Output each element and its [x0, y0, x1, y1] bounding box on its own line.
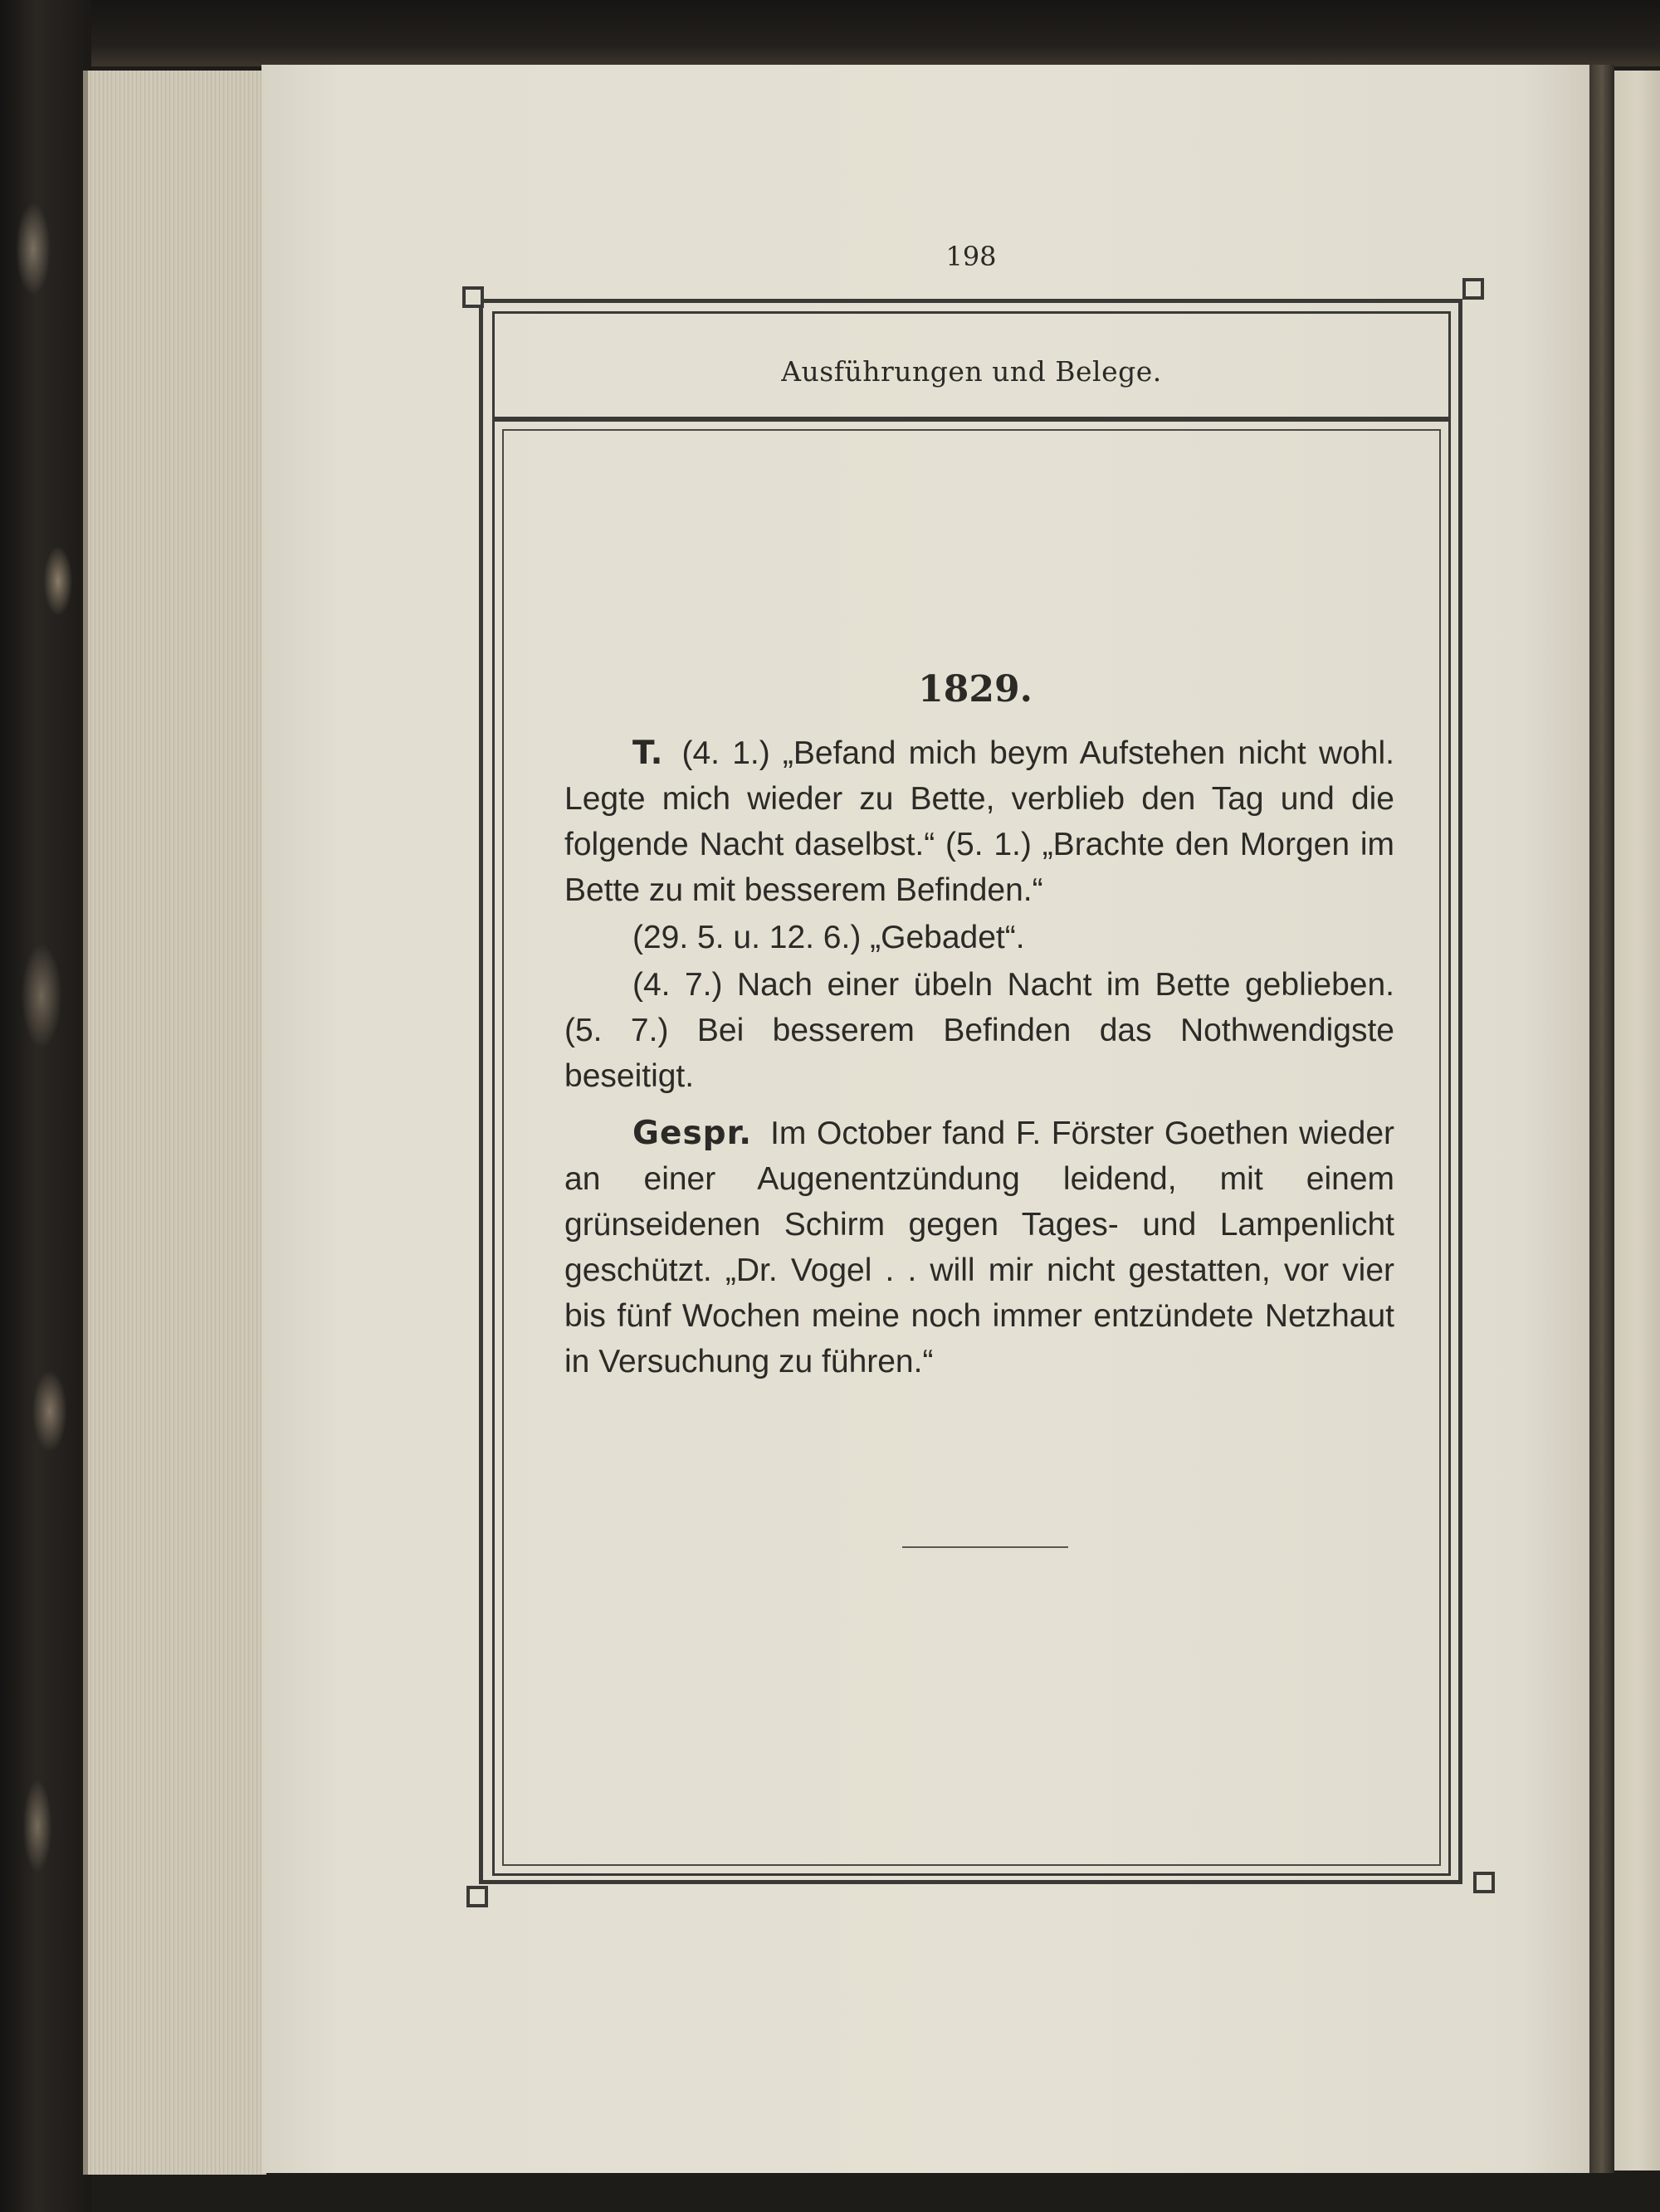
- frame-corner-bottom-left: [466, 1886, 488, 1907]
- marbled-cover: [0, 0, 91, 2212]
- entry-gespraech: [564, 1111, 1394, 1384]
- entry-label: Gespr.: [632, 1115, 753, 1152]
- page-edges: [83, 71, 266, 2175]
- entry-label: T.: [632, 735, 664, 772]
- running-header-box: [492, 311, 1451, 419]
- section-year-heading: 1829.: [918, 668, 1033, 710]
- entry-bath: [564, 915, 1394, 960]
- running-header-title: Ausführungen und Belege.: [781, 354, 1162, 388]
- frame-corner-top-right: [1462, 278, 1484, 300]
- entry-text: (4. 1.) „Befand mich beym Aufstehen nicht wohl. Legte mich wieder zu Bette, verblieb den Tag und die folgende Nacht daselbst.“ (5. 1.) „Brachte den Morgen im Bette zu mit besserem Befinden.“: [564, 735, 1394, 908]
- book-gutter: [1589, 65, 1614, 2173]
- frame-corner-bottom-right: [1473, 1872, 1495, 1893]
- entry-text: (4. 7.) Nach einer übeln Nacht im Bette geblieben. (5. 7.) Bei besserem Befinden das Nothwendigste beseitigt.: [564, 967, 1394, 1094]
- page-number: 198: [945, 241, 997, 272]
- entry-tagebuch: [564, 730, 1394, 913]
- entry-text: (29. 5. u. 12. 6.) „Gebadet“.: [632, 920, 1025, 955]
- entry-night: [564, 962, 1394, 1099]
- end-rule: [902, 1546, 1068, 1548]
- book-cover-top: [0, 0, 1660, 66]
- facing-page-edge: [1614, 71, 1660, 2170]
- frame-corner-top-left: [462, 286, 484, 308]
- entry-text: Im October fand F. Förster Goethen wieder an einer Augenentzündung leidend, mit einem grünseidenen Schirm gegen Tages- und Lampenlicht geschützt. „Dr. Vogel . . will mir nicht gestatten, vor vier bis fünf Wochen meine noch immer entzündete Netzhaut in Versuchung zu führen.“: [564, 1116, 1394, 1379]
- body-text: [564, 730, 1394, 1386]
